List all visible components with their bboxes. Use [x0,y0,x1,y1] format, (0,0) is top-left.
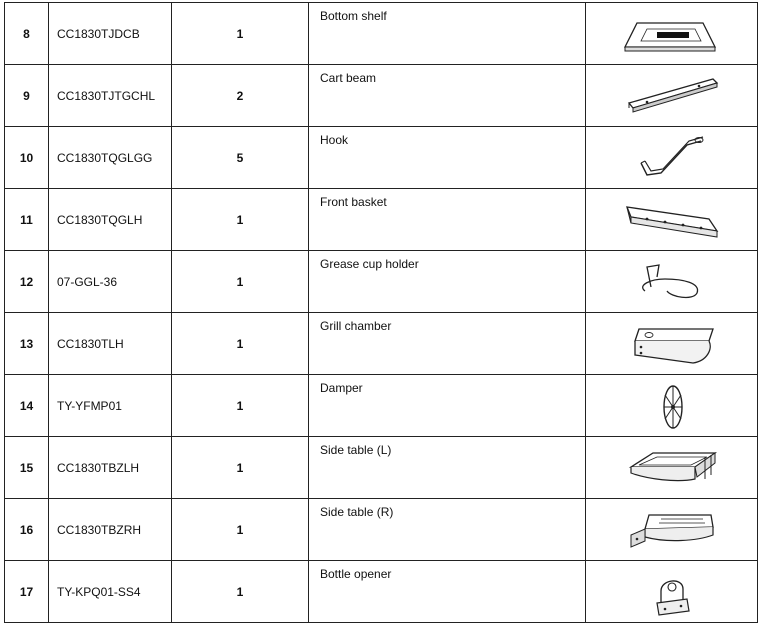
side-table-left-icon [617,443,727,493]
side-table-right-icon [617,505,727,555]
part-number: 13 [5,313,49,375]
part-code: 07-GGL-36 [49,251,172,313]
part-code: CC1830TQGLH [49,189,172,251]
table-row [5,65,758,127]
part-name: Cart beam [309,65,586,127]
part-quantity: 1 [172,251,309,313]
part-number: 10 [5,127,49,189]
part-number: 15 [5,437,49,499]
part-quantity: 1 [172,313,309,375]
part-code: CC1830TBZLH [49,437,172,499]
hook-icon [617,133,727,183]
parts-table [4,2,758,623]
part-code: CC1830TQGLGG [49,127,172,189]
table-row [5,375,758,437]
grease-cup-holder-icon [617,257,727,307]
part-code: TY-KPQ01-SS4 [49,561,172,623]
part-quantity: 1 [172,189,309,251]
part-number: 11 [5,189,49,251]
part-quantity: 2 [172,65,309,127]
damper-icon [617,381,727,431]
grill-chamber-icon [617,319,727,369]
table-row [5,437,758,499]
table-row [5,499,758,561]
part-number: 8 [5,3,49,65]
table-row [5,127,758,189]
part-name: Side table (L) [309,437,586,499]
table-row [5,561,758,623]
bottom-shelf-icon [617,9,727,59]
part-name: Bottle opener [309,561,586,623]
table-row [5,313,758,375]
part-number: 16 [5,499,49,561]
front-basket-icon [617,195,727,245]
bottle-opener-icon [617,567,727,617]
part-name: Bottom shelf [309,3,586,65]
part-code: CC1830TLH [49,313,172,375]
part-name: Side table (R) [309,499,586,561]
part-name: Hook [309,127,586,189]
part-name: Grill chamber [309,313,586,375]
cart-beam-icon [617,71,727,121]
part-code: CC1830TJTGCHL [49,65,172,127]
table-row [5,3,758,65]
part-name: Grease cup holder [309,251,586,313]
part-code: TY-YFMP01 [49,375,172,437]
part-name: Front basket [309,189,586,251]
part-code: CC1830TBZRH [49,499,172,561]
table-row [5,189,758,251]
part-number: 9 [5,65,49,127]
part-quantity: 1 [172,561,309,623]
table-row [5,251,758,313]
part-code: CC1830TJDCB [49,3,172,65]
part-quantity: 1 [172,375,309,437]
part-quantity: 1 [172,499,309,561]
part-quantity: 1 [172,437,309,499]
part-number: 12 [5,251,49,313]
part-number: 17 [5,561,49,623]
part-quantity: 5 [172,127,309,189]
part-name: Damper [309,375,586,437]
part-quantity: 1 [172,3,309,65]
part-number: 14 [5,375,49,437]
